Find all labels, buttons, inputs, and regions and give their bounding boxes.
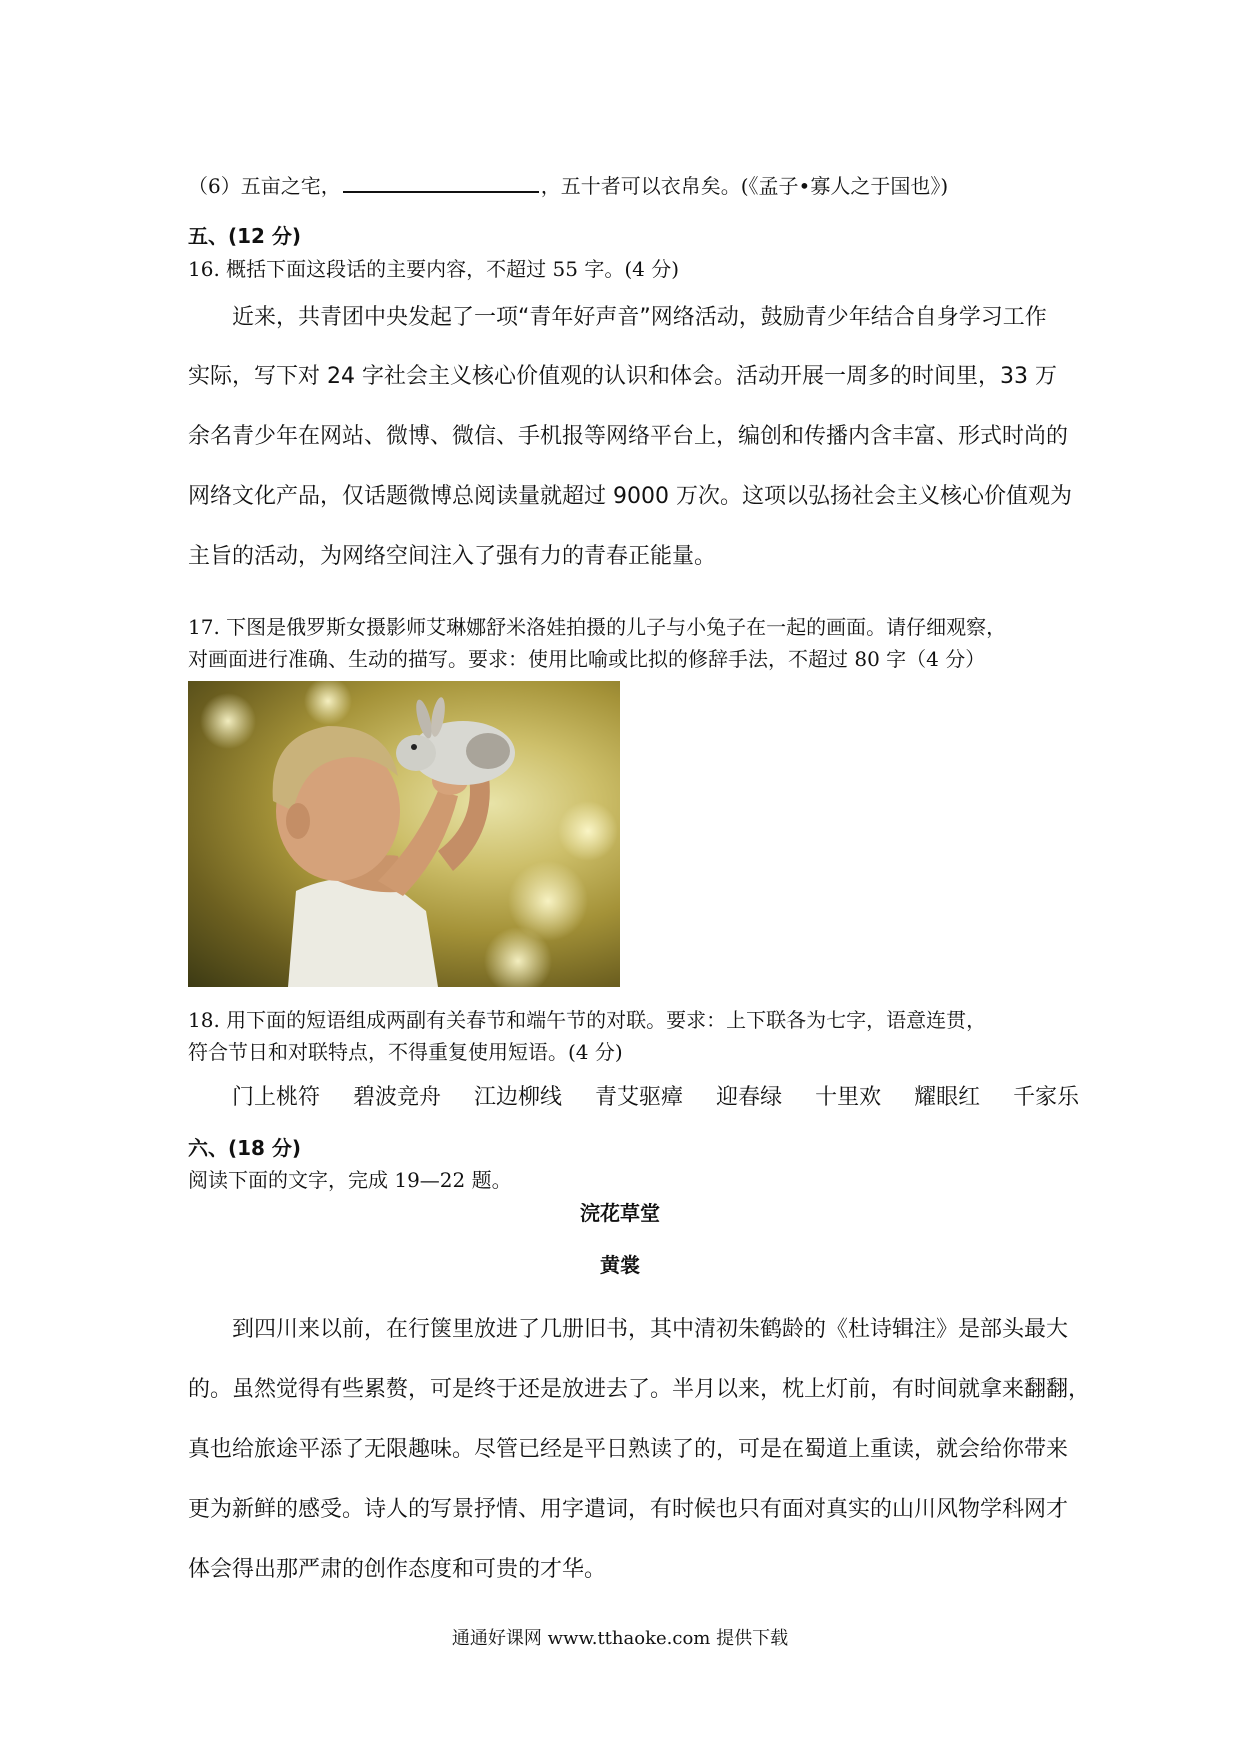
answer-blank[interactable]	[343, 173, 539, 193]
question-17-line-2: 对画面进行准确、生动的描写。要求：使用比喻或比拟的修辞手法，不超过 80 字（4 分）	[188, 647, 986, 671]
phrase-item: 迎春绿	[716, 1085, 783, 1110]
question-6-line	[188, 170, 948, 199]
phrase-item: 江边柳线	[474, 1085, 563, 1110]
photo-illustration	[188, 681, 620, 987]
question-17-line-1: 17. 下图是俄罗斯女摄影师艾琳娜舒米洛娃拍摄的儿子与小兔子在一起的画面。请仔细观察，	[188, 615, 1007, 639]
article-line: 的。虽然觉得有些累赘，可是终于还是放进去了。半月以来，枕上灯前，有时间就拿来翻翻，	[188, 1377, 1091, 1402]
article-line: 真也给旅途平添了无限趣味。尽管已经是平日熟读了的，可是在蜀道上重读，就会给你带来	[188, 1437, 1069, 1462]
question-16-prompt: 16. 概括下面这段话的主要内容，不超过 55 字。(4 分)	[188, 257, 680, 281]
article-line: 更为新鲜的感受。诗人的写景抒情、用字遣词，有时候也只有面对真实的山川风物学科网才	[188, 1497, 1069, 1522]
section-6-heading: 六、(18 分)	[188, 1136, 302, 1160]
question-18-line-2: 符合节日和对联特点，不得重复使用短语。(4 分)	[188, 1040, 623, 1064]
article-author: 黄裳	[600, 1253, 640, 1277]
phrase-item: 门上桃符	[232, 1085, 321, 1110]
phrase-item: 碧波竞舟	[353, 1085, 442, 1110]
article-title: 浣花草堂	[580, 1201, 660, 1225]
page-footer: 通通好课网 www.tthaoke.com 提供下载	[451, 1628, 789, 1649]
phrase-item: 千家乐	[1013, 1085, 1080, 1110]
q16-paragraph-line: 主旨的活动，为网络空间注入了强有力的青春正能量。	[188, 544, 717, 569]
q16-paragraph-line: 网络文化产品，仅话题微博总阅读量就超过 9000 万次。这项以弘扬社会主义核心价值观为	[188, 484, 1072, 509]
article-line: 到四川来以前，在行箧里放进了几册旧书，其中清初朱鹤龄的《杜诗辑注》是部头最大	[232, 1317, 1069, 1342]
article-line: 体会得出那严肃的创作态度和可贵的才华。	[188, 1557, 607, 1582]
q16-paragraph-line: 余名青少年在网站、微博、微信、手机报等网络平台上，编创和传播内含丰富、形式时尚的	[188, 424, 1069, 449]
q16-paragraph-line: 近来，共青团中央发起了一项“青年好声音”网络活动，鼓励青少年结合自身学习工作	[232, 305, 1047, 330]
section-5-heading: 五、(12 分)	[188, 224, 302, 248]
phrase-item: 青艾驱瘴	[595, 1085, 684, 1110]
question-18-line-1: 18. 用下面的短语组成两副有关春节和端午节的对联。要求：上下联各为七字，语意连贯，	[188, 1008, 987, 1032]
phrase-list	[232, 1080, 1105, 1111]
phrase-item: 十里欢	[815, 1085, 882, 1110]
section-6-instruction: 阅读下面的文字，完成 19—22 题。	[188, 1168, 512, 1192]
q6-suffix: ，五十者可以衣帛矣。(《孟子•寡人之于国也》)	[540, 174, 949, 198]
boy-with-rabbit-photo	[188, 681, 620, 987]
q6-prefix: （6）五亩之宅，	[188, 174, 341, 198]
phrase-item: 耀眼红	[914, 1085, 981, 1110]
q16-paragraph-line: 实际，写下对 24 字社会主义核心价值观的认识和体会。活动开展一周多的时间里，33 万	[188, 364, 1057, 389]
